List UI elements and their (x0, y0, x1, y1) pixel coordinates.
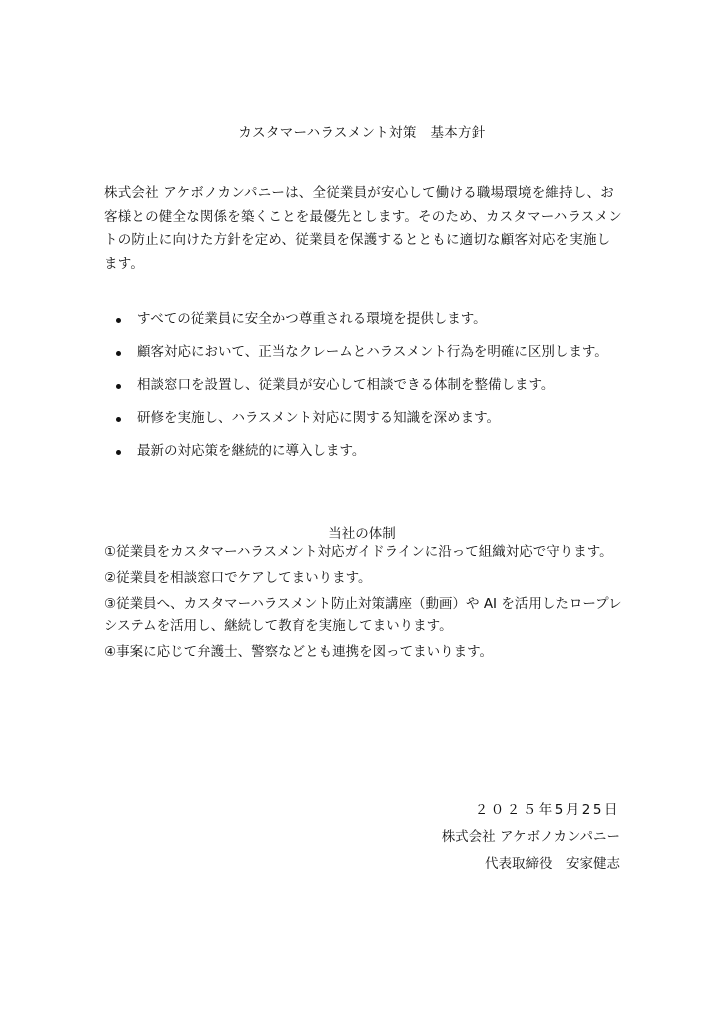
intro-paragraph: 株式会社 アケボノカンパニーは、全従業員が安心して働ける職場環境を維持し、お客様との健全な関係を築くことを最優先とします。そのため、カスタマーハラスメントの防止に向けた方針を定め、従業員を保護するとともに適切な顧客対応を実施します。 (104, 185, 622, 272)
list-item (104, 341, 624, 363)
list-item: ②従業員を相談窓口でケアしてまいります。 (104, 570, 372, 586)
policy-text: 最新の対応策を継続的に導入します。 (137, 443, 366, 459)
signature-block (260, 799, 620, 880)
document-title: カスタマーハラスメント対策 基本方針 (238, 125, 486, 141)
policy-list (104, 308, 624, 473)
bullet-icon (116, 318, 121, 323)
policy-text: すべての従業員に安全かつ尊重される環境を提供します。 (137, 311, 487, 327)
list-item (104, 374, 624, 396)
list-item: ④事案に応じて弁護士、警察などとも連携を図ってまいります。 (104, 644, 494, 660)
signature-company: 株式会社 アケボノカンパニー (441, 829, 620, 845)
policy-text: 顧客対応において、正当なクレームとハラスメント行為を明確に区別します。 (137, 344, 608, 360)
bullet-icon (116, 351, 121, 356)
list-item (104, 407, 624, 429)
bullet-icon (116, 384, 121, 389)
list-item (104, 440, 624, 462)
policy-text: 相談窓口を設置し、従業員が安心して相談できる体制を整備します。 (137, 377, 555, 393)
bullet-icon (116, 450, 121, 455)
bullet-icon (116, 417, 121, 422)
policy-text: 研修を実施し、ハラスメント対応に関する知識を深めます。 (137, 410, 501, 426)
system-list (104, 541, 624, 667)
signature-representative: 代表取締役 安家健志 (485, 856, 620, 872)
list-item: ①従業員をカスタマーハラスメント対応ガイドラインに沿って組織対応で守ります。 (104, 544, 613, 560)
list-item: ③従業員へ、カスタマーハラスメント防止対策講座（動画）や AI を活用したロープレシステムを活用し、継続して教育を実施してまいります。 (104, 596, 622, 634)
list-item (104, 308, 624, 330)
system-section-title: 当社の体制 (328, 526, 396, 542)
signature-date: ２０２５年5月25日 (474, 802, 620, 818)
